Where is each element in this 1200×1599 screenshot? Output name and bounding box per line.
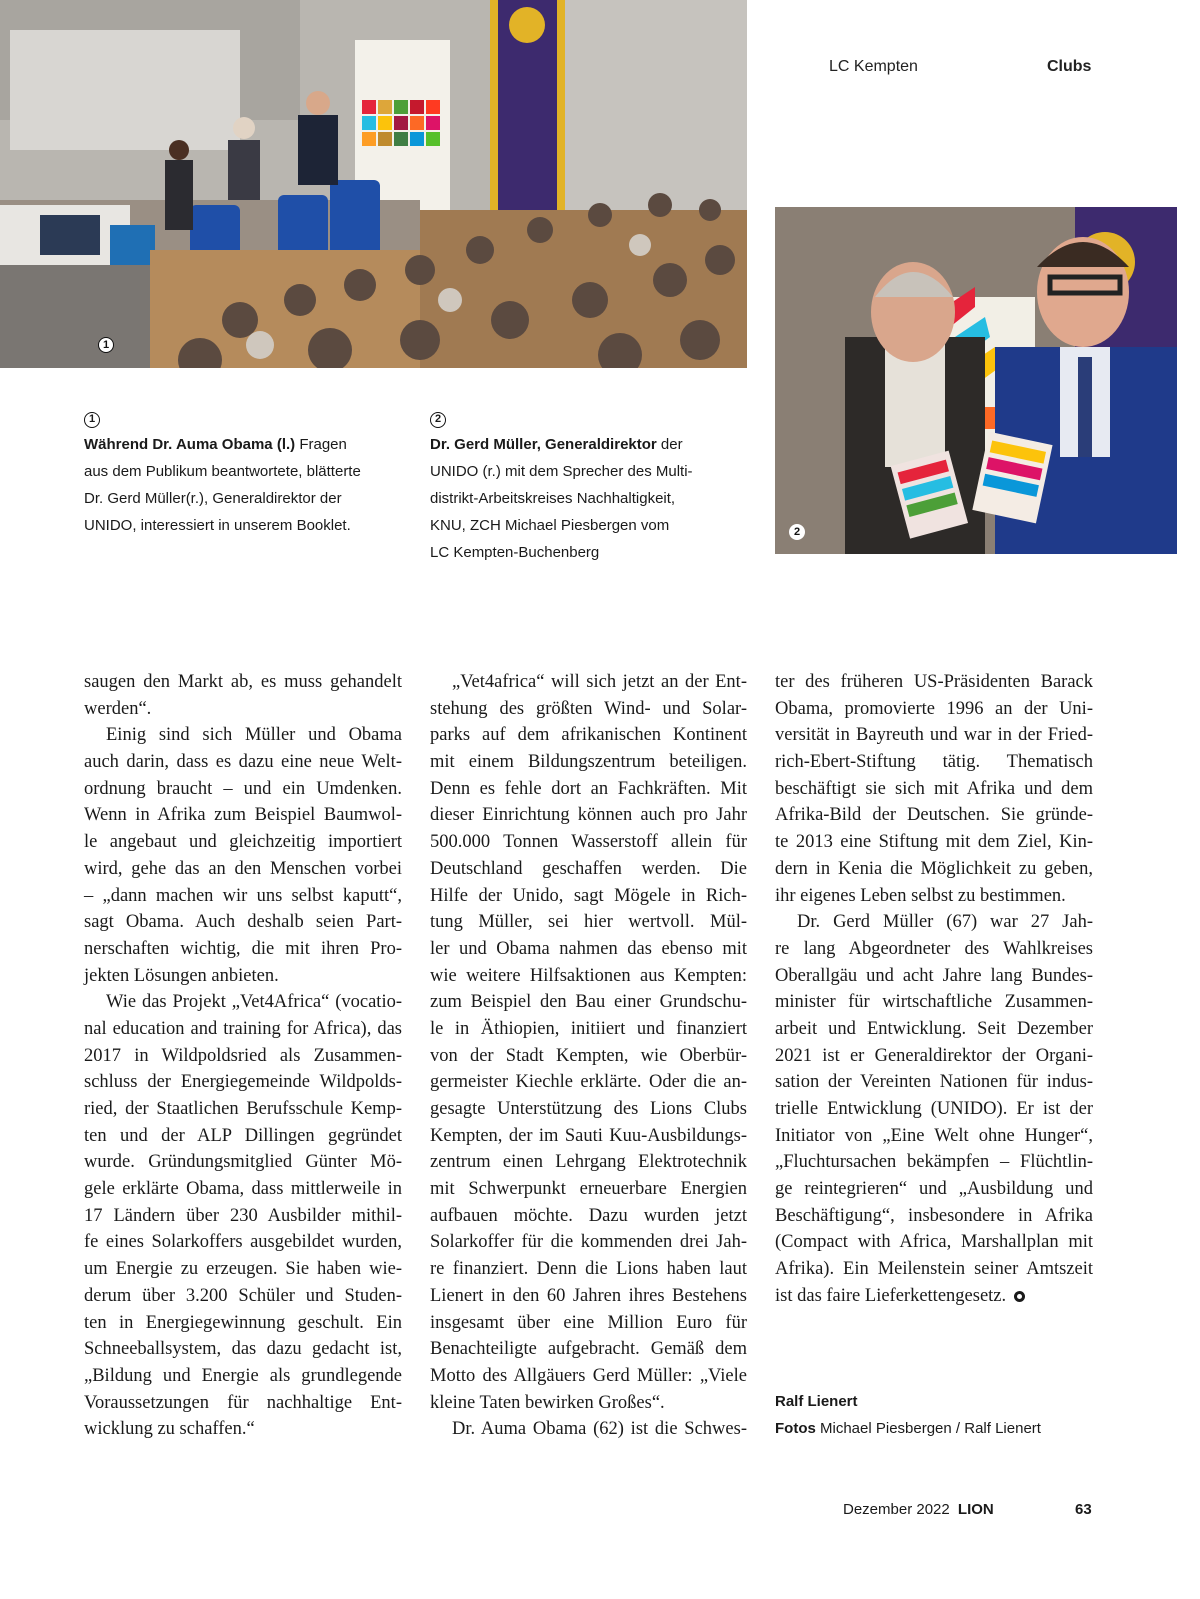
- text-line: le in Äthiopien, initiiert und finanziert: [430, 1018, 747, 1039]
- caption-text: aus dem Publikum beantwortete, blätterte: [84, 463, 361, 480]
- text-line: ten und der ALP Dillingen gegründet: [84, 1125, 402, 1146]
- text-line: Voraussetzungen für nachhaltige Ent-: [84, 1392, 402, 1413]
- text-line: 2017 in Wildpoldsried als Zusammen-: [84, 1045, 402, 1066]
- text-line: parks auf dem afrikanischen Kontinent: [430, 725, 747, 746]
- text-line: Initiator von „Eine Welt ohne Hunger“,: [775, 1125, 1093, 1146]
- text-line: wird, gehe das an den Menschen vorbei: [84, 858, 402, 879]
- text-line: ordnung braucht – und ein Umdenken.: [84, 778, 402, 799]
- text-line: re finanziert. Denn die Lions haben laut: [430, 1259, 747, 1280]
- caption-text: Dr. Gerd Müller(r.), Generaldirektor der: [84, 490, 342, 507]
- photo-number-badge: 1: [98, 337, 114, 353]
- text-line: sation der Vereinten Nationen für indus-: [775, 1072, 1093, 1093]
- text-line: Obama, promovierte 1996 an der Uni-: [775, 698, 1093, 719]
- text-line: Wie das Projekt „Vet4Africa“ (vocatio-: [106, 992, 402, 1013]
- text-line: wurde. Gründungsmitglied Günter Mö-: [84, 1152, 402, 1173]
- caption-bold-lead: Dr. Gerd Müller, Generaldirektor: [430, 436, 657, 453]
- text-line: arbeit und Entwicklung. Seit Dezember: [775, 1018, 1093, 1039]
- text-line: ten in Energiegewinnung geschult. Ein: [84, 1312, 402, 1333]
- text-line: gele erklärte Obama, dass mittlerweile in: [84, 1179, 402, 1200]
- text-line: le angebaut und gleichzeitig importiert: [84, 832, 402, 853]
- caption-text: UNIDO (r.) mit dem Sprecher des Multi-: [430, 463, 693, 480]
- caption-photo-2: [430, 404, 750, 566]
- text-line: versität in Bayreuth und war in der Fried-: [775, 725, 1093, 746]
- photo-portrait-mueller: [775, 207, 1177, 554]
- text-line: trielle Entwicklung (UNIDO). Er ist der: [775, 1099, 1093, 1119]
- text-line: „Bildung und Energie als grundlegende: [84, 1365, 402, 1386]
- text-line: beschäftigt sie sich mit Afrika und dem: [775, 778, 1093, 799]
- text-line: minister für wirtschaftliche Zusammen-: [775, 992, 1093, 1013]
- text-line: stehung des größten Wind- und Solar-: [430, 698, 747, 719]
- text-line: wicklung zu schaffen.“: [84, 1419, 255, 1440]
- text-line: zentrum einen Lehrgang Elektrotechnik: [430, 1152, 747, 1173]
- text-line: sagt Obama. Auch deshalb seien Part-: [84, 912, 402, 933]
- caption-text: Fragen: [295, 436, 347, 453]
- text-line: nerschaften wichtig, die mit ihren Pro-: [84, 938, 402, 959]
- text-line: Kempten, der im Sauti Kuu-Ausbildungs-: [430, 1125, 747, 1146]
- text-line: aufbauen möchte. Dazu wurden jetzt: [430, 1205, 747, 1226]
- text-line: 17 Ländern über 230 Ausbilder mithil-: [84, 1205, 402, 1226]
- text-line: Einig sind sich Müller und Obama: [106, 725, 402, 746]
- photo-number-badge: 2: [789, 524, 805, 540]
- photo-event-hall: [0, 0, 747, 368]
- article-column-1: [84, 669, 402, 1443]
- text-line: „Vet4africa“ will sich jetzt an der Ent-: [452, 672, 747, 692]
- text-line: saugen den Markt ab, es muss gehandelt: [84, 672, 402, 692]
- text-line-last: [775, 1283, 1093, 1310]
- caption-text: KNU, ZCH Michael Piesbergen vom: [430, 517, 670, 534]
- text-line: zum Beispiel den Bau einer Grundschu-: [430, 992, 747, 1013]
- article-credits: [775, 1388, 1115, 1442]
- text-line: tung Müller, sei hier wertvoll. Mül-: [430, 912, 747, 933]
- text-line: Beschäftigung“, insbesondere in Afrika: [775, 1205, 1093, 1226]
- text-line: ler und Obama nahmen das ebenso mit: [430, 938, 747, 959]
- text-line: Motto des Allgäuers Gerd Müller: „Viele: [430, 1365, 747, 1386]
- caption-number: 1: [84, 412, 100, 428]
- text-line: Lienert in den 60 Jahren ihres Bestehens: [430, 1285, 747, 1306]
- caption-photo-1: [84, 404, 404, 539]
- caption-bold-lead: Während Dr. Auma Obama (l.): [84, 436, 296, 453]
- photographer-names: Michael Piesbergen / Ralf Lienert: [815, 1420, 1041, 1437]
- text-line: – „dann machen wir uns selbst kaputt“,: [84, 885, 402, 906]
- article-column-3: [775, 669, 1093, 1310]
- text-line: ge reintegrieren“ und „Ausbildung und: [775, 1179, 1093, 1200]
- text-line: te 2013 eine Stiftung mit dem Ziel, Kin-: [775, 832, 1093, 853]
- text-line: rich-Ebert-Stiftung tätig. Thematisch: [775, 752, 1093, 773]
- text-line: (Compact with Africa, Marshallplan mit: [775, 1232, 1093, 1253]
- caption-text: distrikt-Arbeitskreises Nachhaltigkeit,: [430, 490, 676, 507]
- author-name: Ralf Lienert: [775, 1393, 858, 1410]
- text-line: Wenn in Afrika zum Beispiel Baumwol-: [84, 805, 402, 826]
- text-line: re lang Abgeordneter des Wahlkreises: [775, 938, 1093, 959]
- text-line: ihr eigenes Leben selbst zu bestimmen.: [775, 885, 1066, 906]
- photos-label: Fotos: [775, 1420, 816, 1437]
- text-line: ist das faire Lieferkettengesetz.: [775, 1285, 1007, 1306]
- text-line: mit einem Bildungszentrum beteiligen.: [430, 752, 747, 773]
- text-line: Solarkoffer für die kommenden drei Jah-: [430, 1232, 747, 1253]
- text-line: Afrika-Bild der Deutschen. Sie gründe-: [775, 805, 1093, 826]
- text-line: jekten Lösungen anbieten.: [84, 965, 279, 986]
- text-line: werden“.: [84, 698, 152, 719]
- text-line: germeister Kiechle erklärte. Oder die an-: [430, 1072, 747, 1093]
- text-line: 500.000 Tonnen Wasserstoff allein für: [430, 832, 747, 853]
- text-line: Deutschland geschaffen werden. Die: [430, 858, 747, 879]
- text-line: kleine Taten bewirken Großes“.: [430, 1392, 665, 1413]
- text-line: auch darin, dass es dazu eine neue Welt-: [84, 752, 402, 773]
- text-line: Hilfe der Unido, sagt Mögele in Rich-: [430, 885, 747, 906]
- footer-issue: [843, 1501, 994, 1518]
- text-line: Dr. Auma Obama (62) ist die Schwes-: [452, 1419, 747, 1440]
- caption-text: LC Kempten-Buchenberg: [430, 544, 600, 561]
- page-number: 63: [1075, 1501, 1092, 1518]
- text-line: um Energie zu erzeugen. Sie haben wie-: [84, 1259, 402, 1280]
- section-label: LC Kempten: [829, 58, 918, 75]
- text-line: nal education and training for Africa), das: [84, 1018, 402, 1039]
- text-line: wie weitere Hilfsaktionen aus Kempten:: [430, 965, 747, 986]
- text-line: schluss der Energiegemeinde Wildpolds-: [84, 1072, 402, 1093]
- text-line: derum über 3.200 Schüler und Studen-: [84, 1285, 402, 1306]
- text-line: Oberallgäu und acht Jahre lang Bundes-: [775, 965, 1093, 986]
- text-line: ried, der Staatlichen Berufsschule Kemp-: [84, 1099, 402, 1119]
- text-line: Schneeballsystem, das dazu gedacht ist,: [84, 1339, 402, 1360]
- article-column-2: [430, 669, 747, 1443]
- text-line: gesagte Unterstützung des Lions Clubs: [430, 1099, 747, 1119]
- caption-text: der: [656, 436, 683, 453]
- caption-text: UNIDO, interessiert in unserem Booklet.: [84, 517, 351, 534]
- text-line: Benachteiligte aufgebracht. Gemäß dem: [430, 1339, 747, 1360]
- text-line: dern in Kenia die Möglichkeit zu geben,: [775, 858, 1093, 879]
- text-line: mit Schwerpunkt erneuerbare Energien: [430, 1179, 747, 1200]
- text-line: insgesamt über eine Million Euro für: [430, 1312, 747, 1333]
- text-line: Denn es fehle dort an Fachkräften. Mit: [430, 778, 747, 799]
- caption-number: 2: [430, 412, 446, 428]
- article-end-icon: [1014, 1291, 1025, 1302]
- text-line: dieser Einrichtung können auch pro Jahr: [430, 805, 747, 826]
- text-line: von der Stadt Kempten, wie Oberbür-: [430, 1045, 747, 1066]
- category-label: Clubs: [1047, 58, 1092, 75]
- issue-date: Dezember 2022: [843, 1501, 950, 1518]
- text-line: 2021 ist er Generaldirektor der Organi-: [775, 1045, 1093, 1066]
- text-line: Afrika). Ein Meilenstein seiner Amtszeit: [775, 1259, 1093, 1280]
- text-line: „Fluchtursachen bekämpfen – Flüchtlin-: [775, 1152, 1093, 1173]
- text-line: ter des früheren US-Präsidenten Barack: [775, 672, 1093, 692]
- magazine-name: LION: [957, 1501, 994, 1518]
- text-line: Dr. Gerd Müller (67) war 27 Jah-: [797, 912, 1093, 933]
- text-line: fe eines Solarkoffers ausgebildet wurden,: [84, 1232, 402, 1253]
